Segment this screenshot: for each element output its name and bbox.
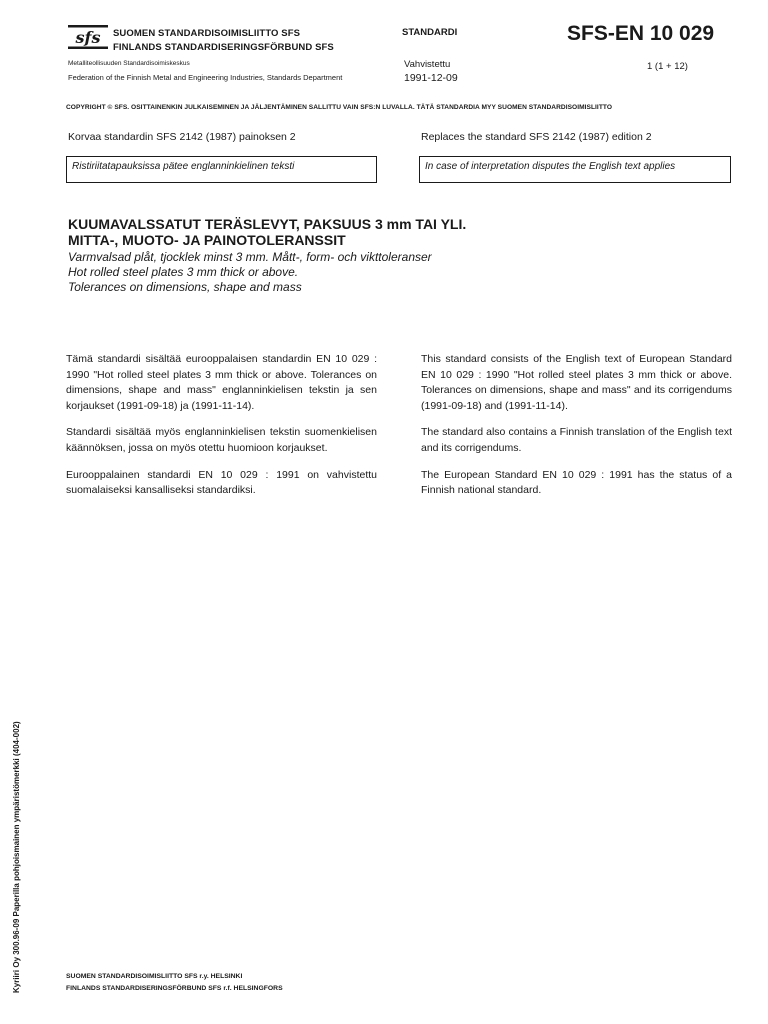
- document-title-line2: MITTA-, MUOTO- JA PAINOTOLERANSSIT: [68, 232, 346, 248]
- organization-name-fi: SUOMEN STANDARDISOIMISLIITTO SFS: [113, 28, 301, 39]
- replaces-note-en: Replaces the standard SFS 2142 (1987) edition 2: [421, 131, 652, 143]
- standard-code: SFS-EN 10 029: [567, 22, 715, 45]
- interpretation-box-en: [419, 156, 731, 183]
- standard-label: STANDARDI: [402, 27, 458, 38]
- subtitle-en-line1: Hot rolled steel plates 3 mm thick or above.: [68, 265, 299, 279]
- paragraph: The standard also contains a Finnish translation of the English text and its corrigendums.: [421, 426, 732, 454]
- document-title-line1: KUUMAVALSSATUT TERÄSLEVYT, PAKSUUS 3 mm TAI YLI.: [68, 216, 467, 232]
- interpretation-box-fi: [66, 156, 377, 183]
- paragraph: Eurooppalainen standardi EN 10 029 : 1991 on vahvistettu suomalaiseksi kansalliseksi standardiksi.: [66, 468, 377, 497]
- body-column-en: [421, 352, 732, 510]
- paragraph: Standardi sisältää myös englanninkielisen tekstin suomenkielisen käännöksen, jossa on myös otettu huomioon korjaukset.: [66, 426, 377, 454]
- replaces-note-fi: Korvaa standardin SFS 2142 (1987) painoksen 2: [68, 131, 296, 143]
- interpretation-text-fi: Ristiriitatapauksissa pätee englanninkielinen teksti: [72, 161, 295, 172]
- paragraph: This standard consists of the English text of European Standard EN 10 029 : 1990 "Hot rolled steel plates 3 mm thick or above. Tolerances on dimensions, shape and mass" and its corrigendums (1991-09-18) and (1991-11-14).: [421, 353, 732, 412]
- subtitle-en-line2: Tolerances on dimensions, shape and mass: [68, 280, 302, 294]
- svg-text:sfs: sfs: [75, 28, 101, 47]
- department-name-en: Federation of the Finnish Metal and Engineering Industries, Standards Department: [68, 73, 343, 82]
- department-name-fi: Metalliteollisuuden Standardisoimiskeskus: [68, 60, 190, 67]
- paragraph: The European Standard EN 10 029 : 1991 has the status of a Finnish national standard.: [421, 468, 732, 497]
- footer-line-sv: FINLANDS STANDARDISERINGSFÖRBUND SFS r.f. HELSINGFORS: [66, 985, 283, 992]
- paragraph: Tämä standardi sisältää eurooppalaisen standardin EN 10 029 : 1990 "Hot rolled steel plates 3 mm thick or above. Tolerances on dimensions, shape and mass" englanninkielisen tekstin ja sen korjaukset (1991-09-18) ja (1991-11-14).: [66, 353, 377, 412]
- interpretation-text-en: In case of interpretation disputes the English text applies: [425, 161, 676, 172]
- copyright-notice: COPYRIGHT © SFS. OSITTAINENKIN JULKAISEMINEN JA JÄLJENTÄMINEN SALLITTU VAIN SFS:N LUVALLA. TÄTÄ STANDARDIA MYY SUOMEN STANDARDISOIMISLIITTO: [66, 104, 613, 111]
- printer-note: Kyriiri Oy 300.96-09 Paperilla pohjoismainen ympäristömerkki (404-002): [12, 721, 21, 993]
- approved-label: Vahvistettu: [404, 59, 451, 70]
- footer-line-fi: SUOMEN STANDARDISOIMISLIITTO SFS r.y. HELSINKI: [66, 973, 243, 980]
- sfs-logo-icon: [68, 25, 108, 49]
- subtitle-sv: Varmvalsad plåt, tjocklek minst 3 mm. Mått-, form- och vikttoleranser: [68, 250, 432, 264]
- approved-date: 1991-12-09: [404, 72, 458, 84]
- organization-name-sv: FINLANDS STANDARDISERINGSFÖRBUND SFS: [113, 42, 334, 53]
- body-column-fi: [66, 352, 377, 510]
- page-info: 1 (1 + 12): [647, 61, 688, 72]
